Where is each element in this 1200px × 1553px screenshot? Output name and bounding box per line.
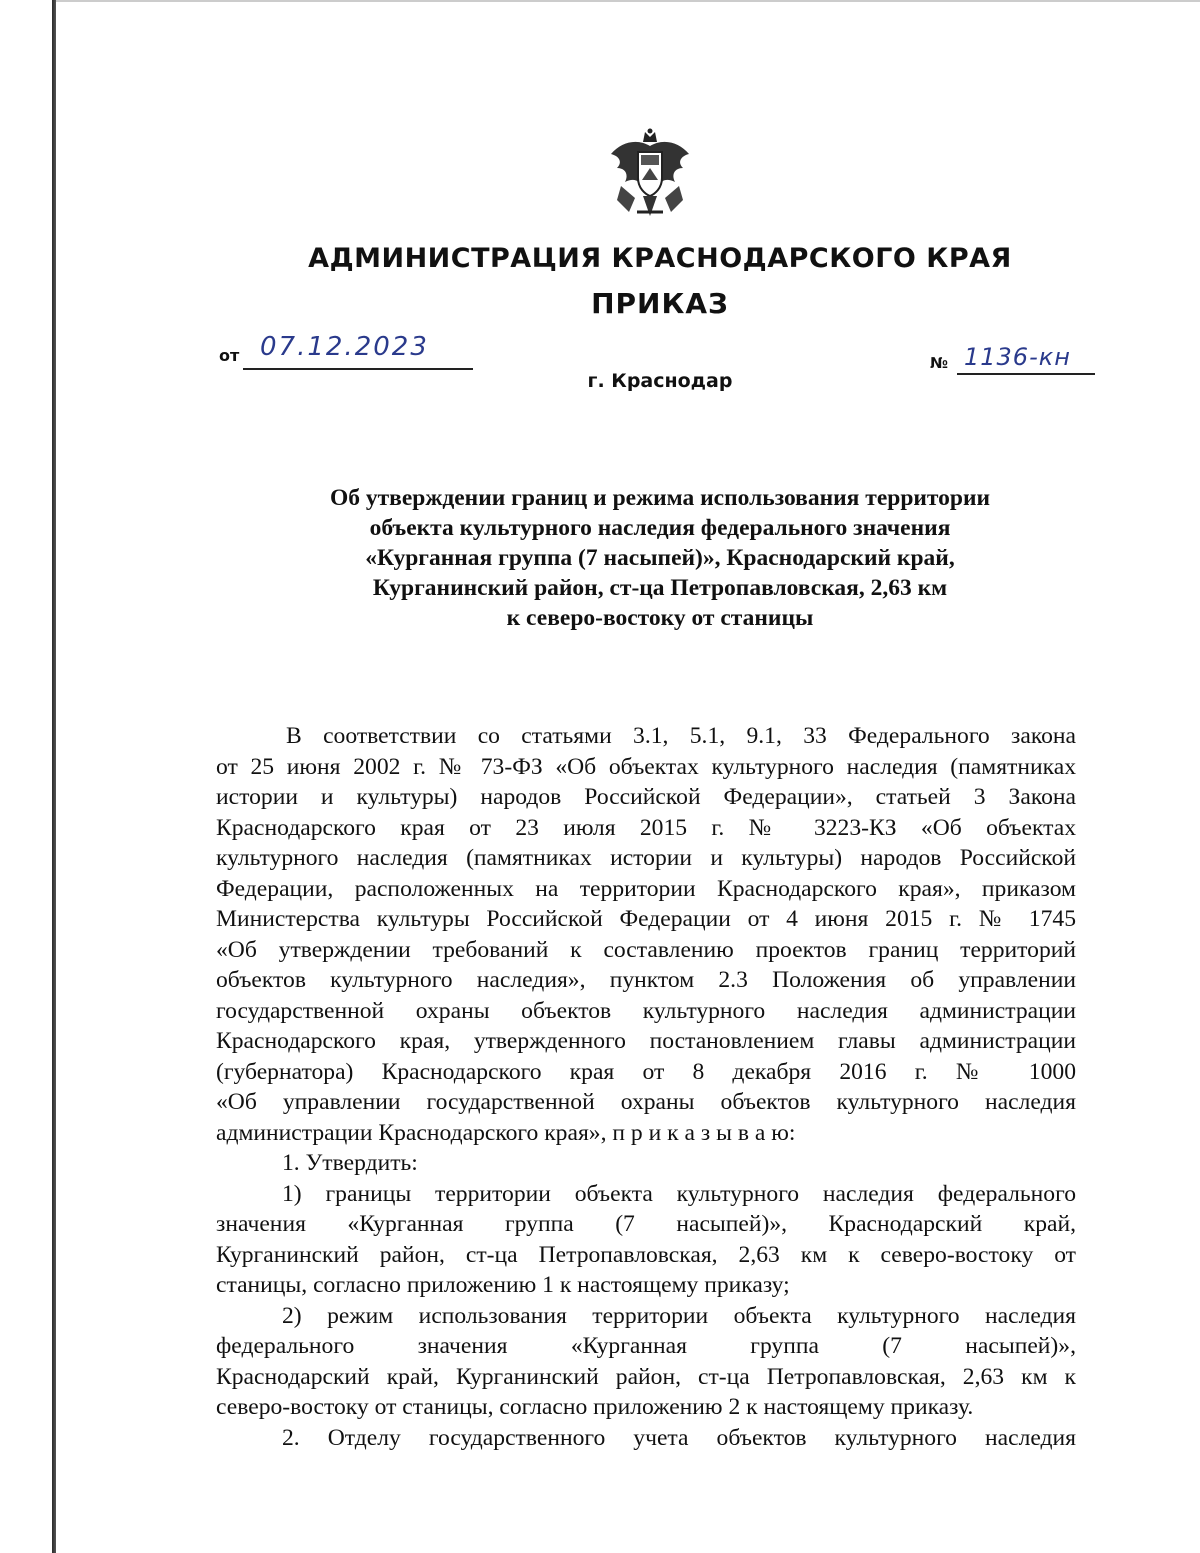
body-line: (губернатора) Краснодарского края от 8 декабря 2016 г. № 1000 — [216, 1058, 1076, 1085]
coat-of-arms-icon — [607, 128, 693, 220]
body-line: «Об утверждении требований к составлению проектов границ территорий — [216, 936, 1076, 963]
document-type: ПРИКАЗ — [591, 287, 729, 320]
body-line: 1. Утвердить: — [282, 1150, 418, 1176]
date-value: 07.12.2023 — [260, 332, 429, 362]
body-line: государственной охраны объектов культурного наследия администрации — [216, 997, 1076, 1024]
title-line: Курганинский район, ст-ца Петропавловская, 2,63 км — [372, 575, 948, 601]
body-line: истории и культуры) народов Российской Федерации», статьей 3 Закона — [216, 784, 1076, 810]
city: г. Краснодар — [587, 370, 733, 392]
document-body — [216, 721, 1076, 1453]
number-label: № — [930, 354, 949, 372]
organization-name: АДМИНИСТРАЦИЯ КРАСНОДАРСКОГО КРАЯ — [308, 243, 1012, 274]
scan-edge — [52, 0, 56, 1553]
body-line: Краснодарского края, утвержденного постановлением главы администрации — [216, 1028, 1076, 1054]
body-line: объектов культурного наследия», пунктом 2.3 Положения об управлении — [216, 967, 1076, 993]
body-line: Курганинский район, ст-ца Петропавловская, 2,63 км к северо-востоку от — [216, 1241, 1076, 1268]
body-line: федерального значения «Курганная группа (7 насыпей)», — [216, 1333, 1076, 1359]
body-line: В соответствии со статьями 3.1, 5.1, 9.1, 33 Федерального закона — [286, 723, 1076, 749]
body-line: 2. Отделу государственного учета объектов культурного наследия — [282, 1424, 1076, 1451]
body-line: Краснодарский край, Курганинский район, ст-ца Петропавловская, 2,63 км к — [216, 1363, 1076, 1390]
body-line: культурного наследия (памятниках истории и культуры) народов Российской — [216, 845, 1076, 871]
title-line: к северо-востоку от станицы — [506, 605, 814, 631]
body-line: станицы, согласно приложению 1 к настоящему приказу; — [216, 1272, 790, 1298]
title-line: объекта культурного наследия федерального значения — [369, 515, 951, 541]
body-line: от 25 июня 2002 г. № 73-ФЗ «Об объектах культурного наследия (памятниках — [216, 753, 1076, 780]
body-line: Краснодарского края от 23 июля 2015 г. № 3223-КЗ «Об объектах — [216, 814, 1076, 841]
body-line: 1) границы территории объекта культурного наследия федерального — [282, 1180, 1076, 1207]
body-line: «Об управлении государственной охраны объектов культурного наследия — [216, 1089, 1076, 1115]
body-line: значения «Курганная группа (7 насыпей)», Краснодарский край, — [216, 1211, 1076, 1237]
document-title — [240, 483, 1080, 633]
body-line: 2) режим использования территории объекта культурного наследия — [282, 1302, 1076, 1329]
body-line: северо-востоку от станицы, согласно приложению 2 к настоящему приказу. — [216, 1394, 974, 1420]
body-line: администрации Краснодарского края», п р и к а з ы в а ю: — [216, 1119, 796, 1146]
body-line: Министерства культуры Российской Федерации от 4 июня 2015 г. № 1745 — [216, 906, 1076, 932]
title-line: «Курганная группа (7 насыпей)», Краснодарский край, — [365, 545, 955, 571]
number-value: 1136-кн — [964, 343, 1071, 371]
title-line: Об утверждении границ и режима использования территории — [329, 485, 991, 511]
scan-edge-top — [56, 0, 1200, 2]
body-line: Федерации, расположенных на территории Краснодарского края», приказом — [216, 875, 1076, 902]
date-label: от — [219, 346, 240, 365]
